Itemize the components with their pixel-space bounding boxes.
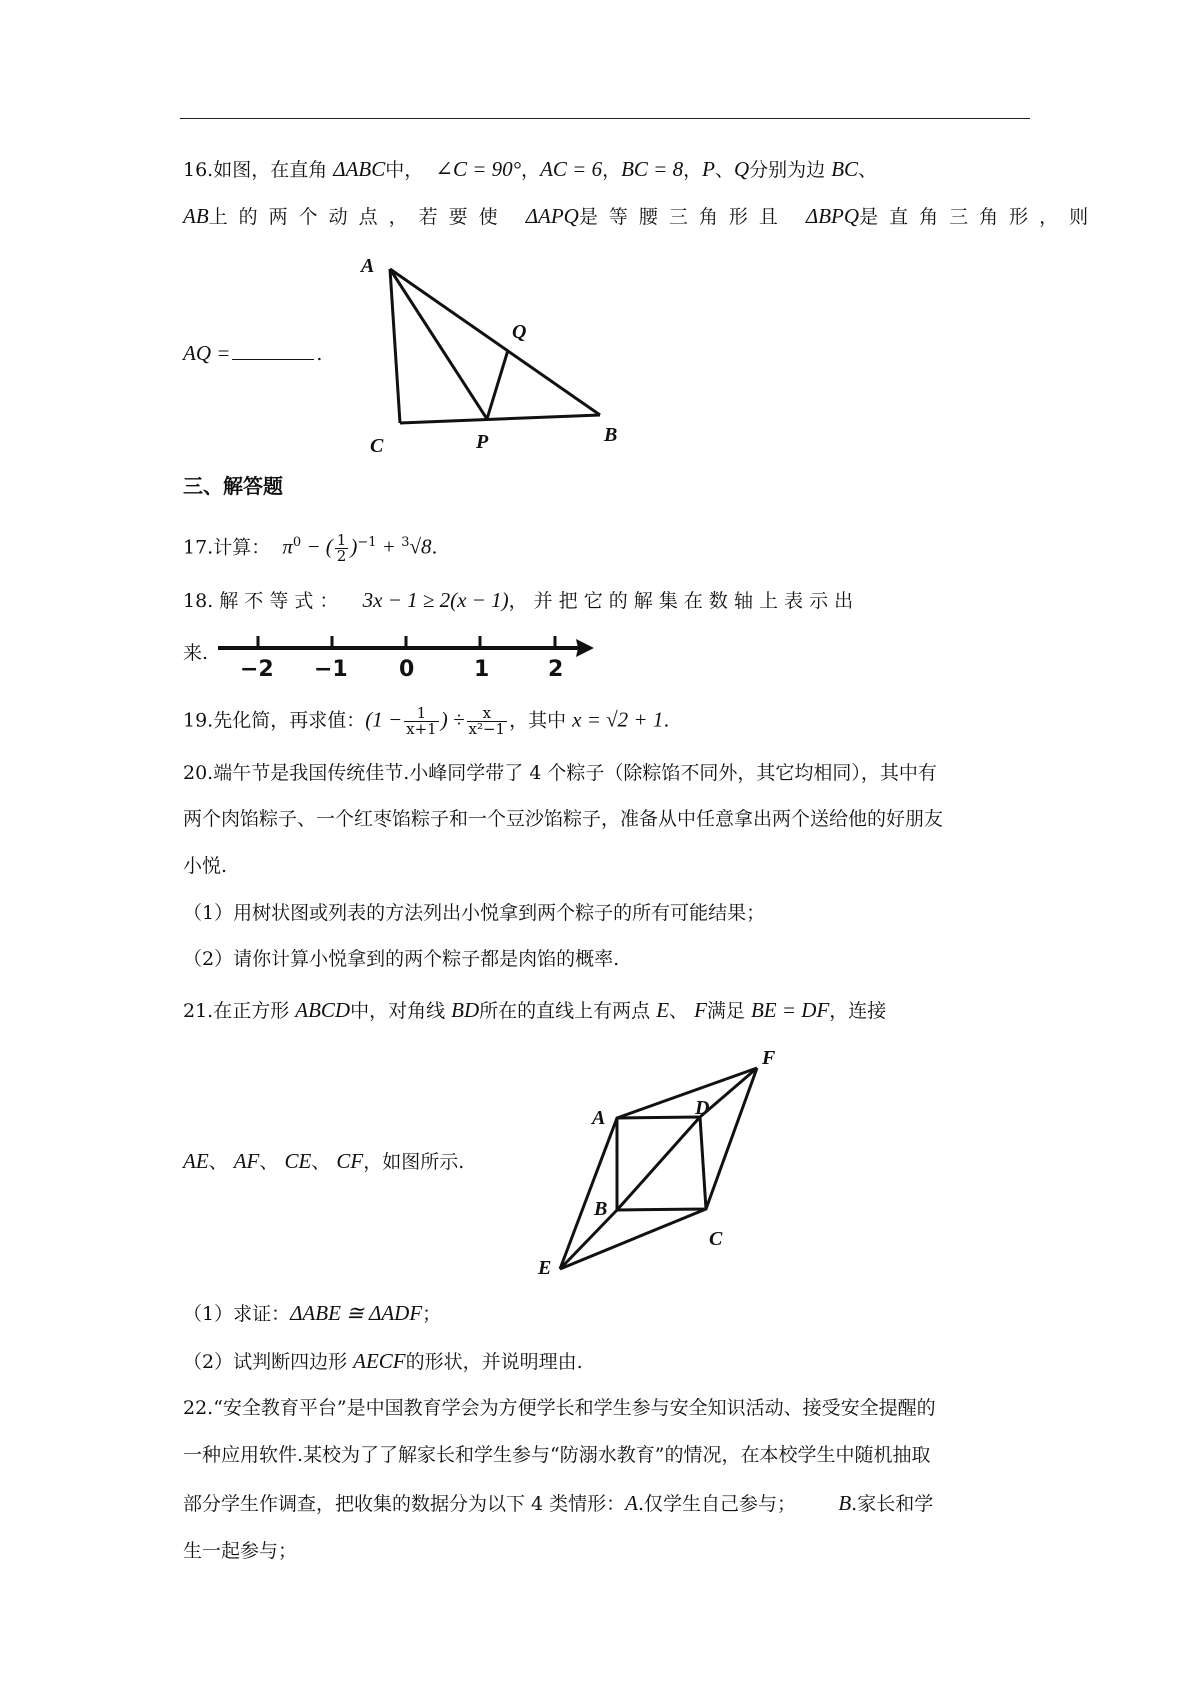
q16-text: 中， <box>385 159 424 181</box>
q21-math: AECF <box>353 1349 406 1373</box>
q19-math: x = √2 + 1 <box>572 707 664 732</box>
q18-text: 18. 解 不 等 式 ： <box>183 590 339 612</box>
q16-math: ΔBPQ <box>805 204 860 228</box>
q21-text: 满足 <box>706 1000 751 1022</box>
q20-line1: 20.端午节是我国传统佳节.小峰同学带了 4 个粽子（除粽馅不同外，其它均相同），其中有 <box>183 762 937 784</box>
q20-part1: （1）用树状图或列表的方法列出小悦拿到两个粽子的所有可能结果； <box>183 902 766 924</box>
q21-text: 、 <box>259 1151 279 1173</box>
q19-math: ) ÷ <box>440 707 465 732</box>
fig-label-b: B <box>604 424 618 446</box>
fraction-denominator: x+1 <box>406 720 437 738</box>
q22-line2: 一种应用软件.某校为了了解家长和学生参与“防溺水教育”的情况，在本校学生中随机抽取 <box>183 1444 931 1466</box>
q21-text: （2）试判断四边形 <box>183 1351 354 1373</box>
q17-math: ) <box>350 534 358 559</box>
section-heading: 三、解答题 <box>183 474 283 498</box>
q21-math: ΔABE ≅ ΔADF <box>290 1301 423 1325</box>
q22-text: 部分学生作调查，把收集的数据分为以下 4 类情形： <box>183 1493 626 1515</box>
fraction-denominator: 2 <box>336 546 347 565</box>
q17-text: . <box>431 536 438 559</box>
q21-math: BD <box>451 998 480 1022</box>
q19-math: (1 − <box>365 707 403 732</box>
q16-text: 上的两个动点，若要使 <box>208 206 526 228</box>
q16-text: 、 <box>714 159 734 181</box>
q21-text: ，如图所示. <box>363 1151 465 1173</box>
q21-text: 中，对角线 <box>350 1000 452 1022</box>
q21-text: ； <box>422 1303 442 1325</box>
q22-line3 <box>183 1490 933 1517</box>
segment-ae <box>560 1118 617 1269</box>
q22-math: A <box>625 1491 638 1515</box>
q16-text: ， <box>602 159 622 181</box>
fig-label-p: P <box>476 431 489 453</box>
segment-ce <box>560 1209 706 1269</box>
q21-text: 的形状，并说明理由. <box>405 1351 583 1373</box>
tick-label: 2 <box>548 657 564 682</box>
q21-math: BE = DF <box>750 998 830 1022</box>
q18-line2: 来. <box>183 642 209 664</box>
q16-text: 分别为边 <box>749 159 832 181</box>
fig-label-e: E <box>538 1257 552 1279</box>
q16-math: AB <box>183 204 209 228</box>
q16-text: . <box>316 343 323 365</box>
q16-math: ΔABC <box>333 157 386 181</box>
q16-math: ΔAPQ <box>525 204 579 228</box>
q19-text: . <box>663 709 670 732</box>
q16-math: BC = 8 <box>621 157 684 181</box>
segment-af <box>617 1068 757 1118</box>
q22-text: .仅学生自己参与； <box>638 1493 797 1515</box>
q21-text: 、 <box>669 1000 689 1022</box>
q17-math: 3 <box>401 535 410 550</box>
fig-label-d: D <box>695 1097 710 1119</box>
diagonal-bd <box>617 1117 700 1210</box>
fraction-numerator: 1 <box>336 530 347 549</box>
fraction-numerator: 1 <box>404 706 439 722</box>
q16-math: AQ = <box>183 341 231 365</box>
q17-math: π <box>282 534 293 559</box>
q17-math: − ( <box>301 534 333 559</box>
q21-part2 <box>183 1348 583 1375</box>
q21-part1 <box>183 1300 441 1327</box>
q22-text: .家长和学 <box>851 1493 934 1515</box>
q19-text: 19.先化简，再求值： <box>183 709 366 732</box>
tick-label: 0 <box>399 657 415 682</box>
fig-label-c: C <box>709 1228 723 1250</box>
q16-math: BC <box>831 157 859 181</box>
q21-math: AE <box>183 1149 209 1173</box>
q21-text: （1）求证： <box>183 1303 291 1325</box>
q20-part2: （2）请你计算小悦拿到的两个粽子都是肉馅的概率. <box>183 948 620 970</box>
fig-label-q: Q <box>512 321 527 343</box>
q21-text: 21.在正方形 <box>183 1000 296 1022</box>
q21-text: ，连接 <box>829 1000 887 1022</box>
q20-line2: 两个肉馅粽子、一个红枣馅粽子和一个豆沙馅粽子，准备从中任意拿出两个送给他的好朋友 <box>183 808 944 830</box>
q18-text: ， 并 把 它 的 解 集 在 数 轴 上 表 示 出 <box>508 590 854 612</box>
fig-label-c: C <box>370 435 384 457</box>
q21-math: ABCD <box>295 998 351 1022</box>
q21-math: CF <box>336 1149 364 1173</box>
q21-math: E <box>656 998 670 1022</box>
tick-label: 1 <box>474 657 490 682</box>
q21-math: AF <box>233 1149 260 1173</box>
tick-label: −1 <box>314 657 348 682</box>
q16-text: 是直角三角形，则 <box>859 206 1100 228</box>
q16-text: 、 <box>858 159 878 181</box>
q22-math: B <box>838 1491 852 1515</box>
q16-math: ∠C = 90° <box>435 157 522 181</box>
tick-label: −2 <box>240 657 274 682</box>
q21-math: F <box>694 998 707 1022</box>
q19-text: ，其中 <box>509 709 573 732</box>
fig-label-b: B <box>594 1198 608 1220</box>
q17-math: + <box>376 534 402 559</box>
q16-text: 16.如图，在直角 <box>183 159 334 181</box>
q16-text: 是等腰三角形且 <box>578 206 806 228</box>
q18-math: 3x − 1 ≥ 2(x − 1) <box>362 588 509 612</box>
fig-label-a: A <box>592 1107 606 1129</box>
q17-math: 0 <box>292 535 302 550</box>
q16-math: AC = 6 <box>540 157 603 181</box>
q16-math: Q <box>733 157 750 181</box>
q17-math: −1 <box>357 535 377 550</box>
fraction-numerator: x <box>467 706 508 722</box>
q22-line1: 22.“安全教育平台”是中国教育学会为方便学长和学生参与安全知识活动、接受安全提醒的 <box>183 1397 936 1419</box>
q17-text: 17.计算： <box>183 536 271 559</box>
q21-text: 所在的直线上有两点 <box>479 1000 657 1022</box>
segment-eb <box>560 1210 617 1269</box>
q20-line3: 小悦. <box>183 855 228 877</box>
fig-label-f: F <box>762 1047 776 1069</box>
fig-label-a: A <box>361 255 375 277</box>
fraction-denominator: x²−1 <box>468 720 506 738</box>
q16-text: ， <box>521 159 541 181</box>
q16-text: ， <box>683 159 703 181</box>
q21-math: CE <box>284 1149 312 1173</box>
q22-line4: 生一起参与； <box>183 1540 298 1562</box>
q21-text: 、 <box>311 1151 331 1173</box>
q17-math: √8 <box>409 534 432 559</box>
q16-math: P <box>702 157 715 181</box>
q21-text: 、 <box>208 1151 228 1173</box>
